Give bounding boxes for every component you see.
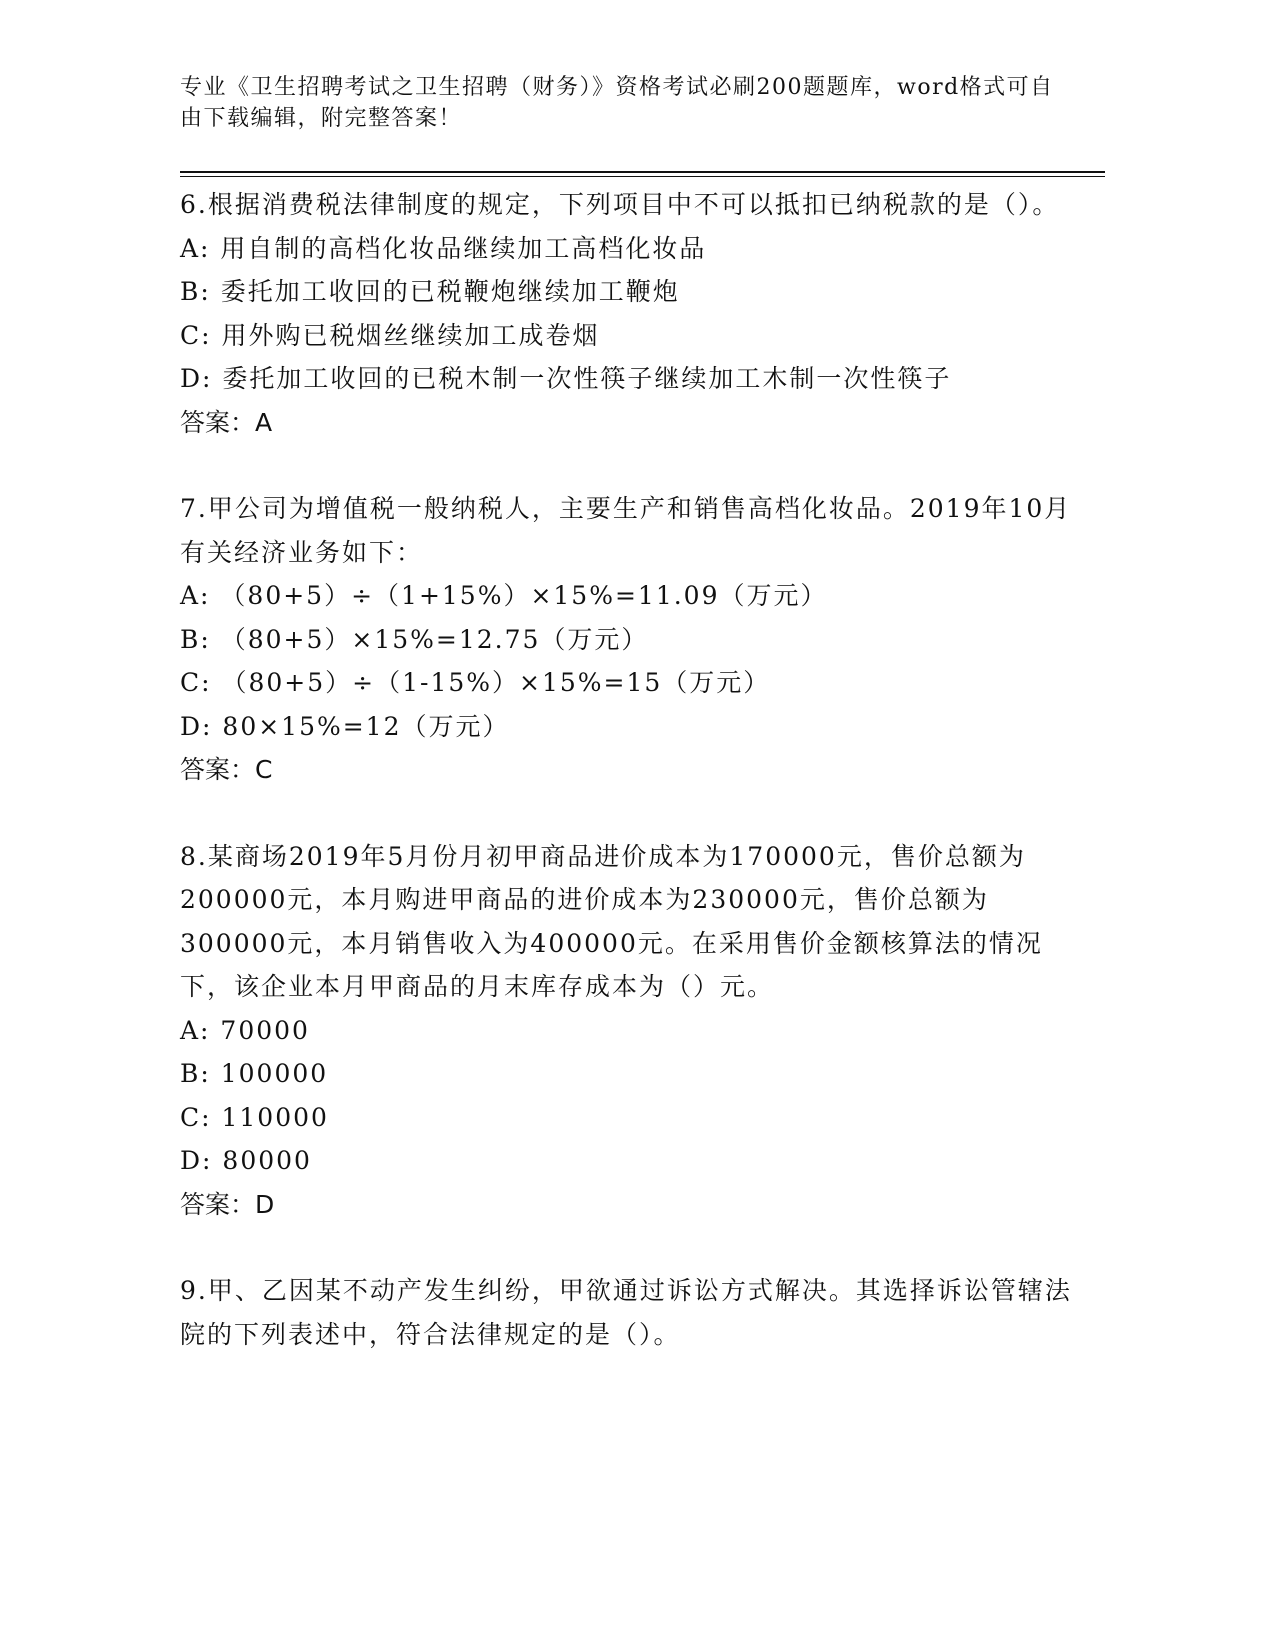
document-header: 专业《卫生招聘考试之卫生招聘（财务）》资格考试必刷200题题库，word格式可自由下载编辑，附完整答案！ (180, 75, 1054, 131)
option-c: C: 110000 (180, 1102, 329, 1132)
option-a: A: 70000 (180, 1015, 310, 1045)
question-stem: 9.甲、乙因某不动产发生纠纷，甲欲通过诉讼方式解决。其选择诉讼管辖法院的下列表述中，符合法律规定的是（）。 (180, 1276, 1072, 1349)
option-b: B: 100000 (180, 1059, 329, 1088)
answer: 答案：C (180, 755, 273, 784)
option-c: C: 用外购已税烟丝继续加工成卷烟 (180, 320, 600, 350)
question-7 (180, 487, 1080, 792)
option-c: C: （80+5）÷（1-15%）×15%=15（万元） (180, 668, 771, 697)
answer: 答案：A (180, 407, 273, 437)
spacer (180, 1226, 1080, 1269)
spacer (180, 444, 1080, 487)
question-8 (180, 835, 1080, 1227)
answer: 答案：D (180, 1189, 275, 1219)
option-d: D: 80×15%=12（万元） (180, 711, 510, 741)
option-d: D: 80000 (180, 1146, 312, 1175)
option-a: A: 用自制的高档化妆品继续加工高档化妆品 (180, 233, 707, 263)
question-list (180, 183, 1080, 1356)
question-stem: 7.甲公司为增值税一般纳税人，主要生产和销售高档化妆品。2019年10月有关经济业务如下： (180, 494, 1072, 567)
option-b: B: 委托加工收回的已税鞭炮继续加工鞭炮 (180, 277, 680, 306)
question-6 (180, 183, 1080, 444)
header-divider (180, 171, 1105, 173)
option-b: B: （80+5）×15%=12.75（万元） (180, 624, 649, 654)
option-a: A: （80+5）÷（1+15%）×15%=11.09（万元） (180, 581, 828, 610)
header-divider-thin (180, 176, 1105, 177)
option-d: D: 委托加工收回的已税木制一次性筷子继续加工木制一次性筷子 (180, 364, 952, 393)
question-stem: 6.根据消费税法律制度的规定，下列项目中不可以抵扣已纳税款的是（）。 (180, 190, 1060, 219)
question-9 (180, 1269, 1080, 1356)
question-stem: 8.某商场2019年5月份月初甲商品进价成本为170000元，售价总额为200000元，本月购进甲商品的进价成本为230000元，售价总额为300000元，本月销售收入为400000元。在采用售价金额核算法的情况下，该企业本月甲商品的月末库存成本为（）元。 (180, 841, 1043, 1001)
spacer (180, 792, 1080, 835)
